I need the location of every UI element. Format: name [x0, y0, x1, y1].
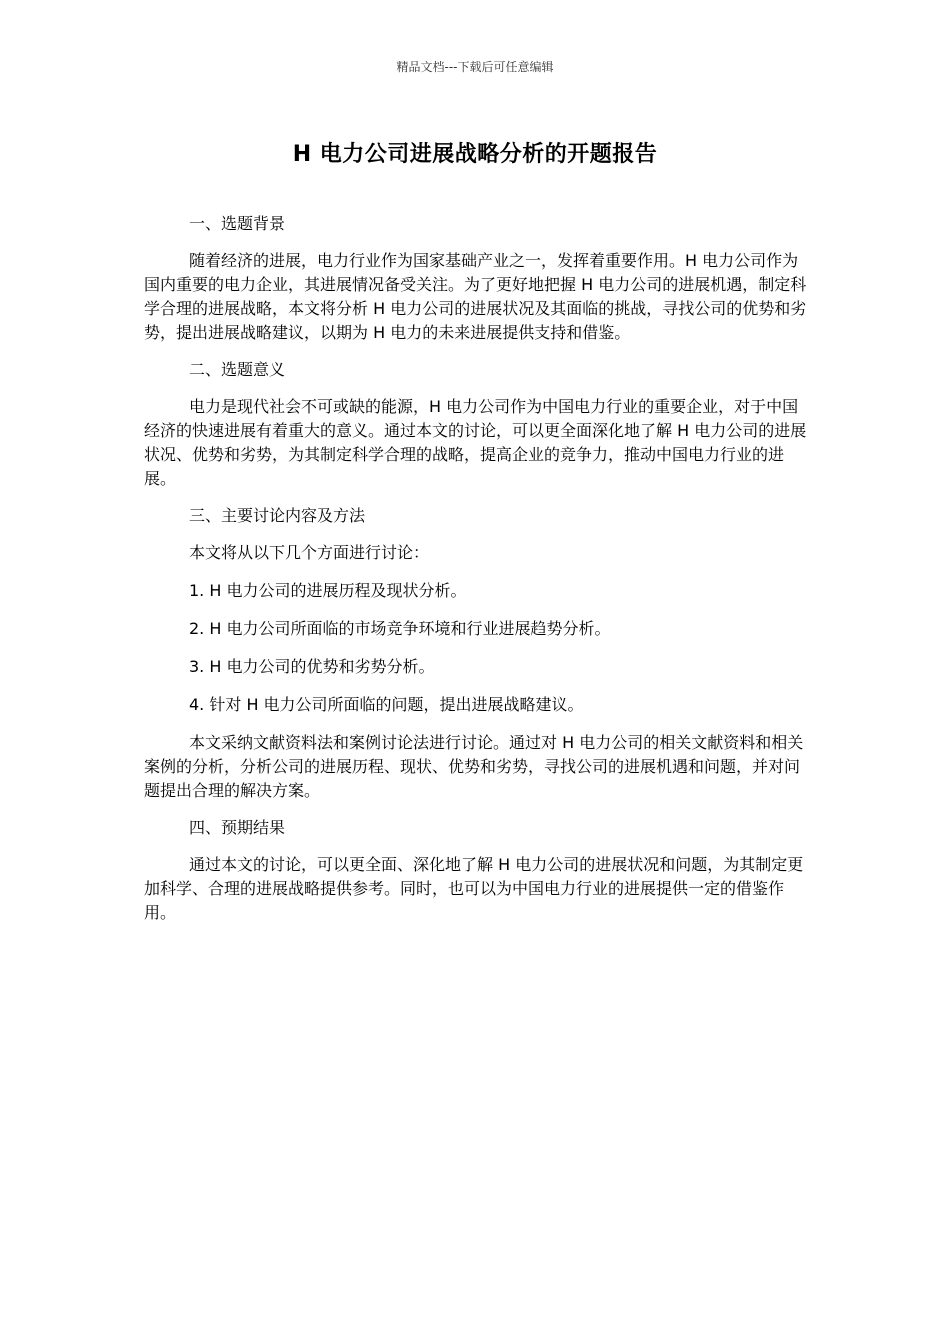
section-3-method: 本文采纳文献资料法和案例讨论法进行讨论。通过对 H 电力公司的相关文献资料和相关案例的分析，分析公司的进展历程、现状、优势和劣势，寻找公司的进展机遇和问题，并对问题提出合理的解决方案。	[144, 733, 804, 800]
section-2-body: 电力是现代社会不可或缺的能源，H 电力公司作为中国电力行业的重要企业，对于中国经济的快速进展有着重大的意义。通过本文的讨论，可以更全面深化地了解 H 电力公司的进展状况、优势和劣势，为其制定科学合理的战略，提高企业的竞争力，推动中国电力行业的进展。	[144, 397, 807, 488]
header-note: 精品文档---下载后可任意编辑	[396, 60, 554, 74]
list-item: 3. H 电力公司的优势和劣势分析。	[189, 657, 435, 676]
section-1-heading: 一、选题背景	[189, 214, 286, 233]
section-3-heading: 三、主要讨论内容及方法	[189, 506, 366, 525]
section-3-intro: 本文将从以下几个方面进行讨论：	[189, 543, 430, 562]
list-item: 4. 针对 H 电力公司所面临的问题，提出进展战略建议。	[189, 695, 584, 714]
section-4-heading: 四、预期结果	[189, 818, 286, 837]
list-item: 1. H 电力公司的进展历程及现状分析。	[189, 581, 467, 600]
document-title: H 电力公司进展战略分析的开题报告	[292, 142, 658, 167]
document-body	[144, 212, 808, 938]
section-2-heading: 二、选题意义	[189, 360, 286, 379]
section-1-body: 随着经济的进展，电力行业作为国家基础产业之一，发挥着重要作用。H 电力公司作为国内重要的电力企业，其进展情况备受关注。为了更好地把握 H 电力公司的进展机遇，制定科学合理的进展战略，本文将分析 H 电力公司的进展状况及其面临的挑战，寻找公司的优势和劣势，提出进展战略建议，以期为 H 电力的未来进展提供支持和借鉴。	[144, 251, 807, 342]
section-4-body: 通过本文的讨论，可以更全面、深化地了解 H 电力公司的进展状况和问题，为其制定更加科学、合理的进展战略提供参考。同时，也可以为中国电力行业的进展提供一定的借鉴作用。	[144, 855, 804, 922]
list-item: 2. H 电力公司所面临的市场竞争环境和行业进展趋势分析。	[189, 619, 611, 638]
